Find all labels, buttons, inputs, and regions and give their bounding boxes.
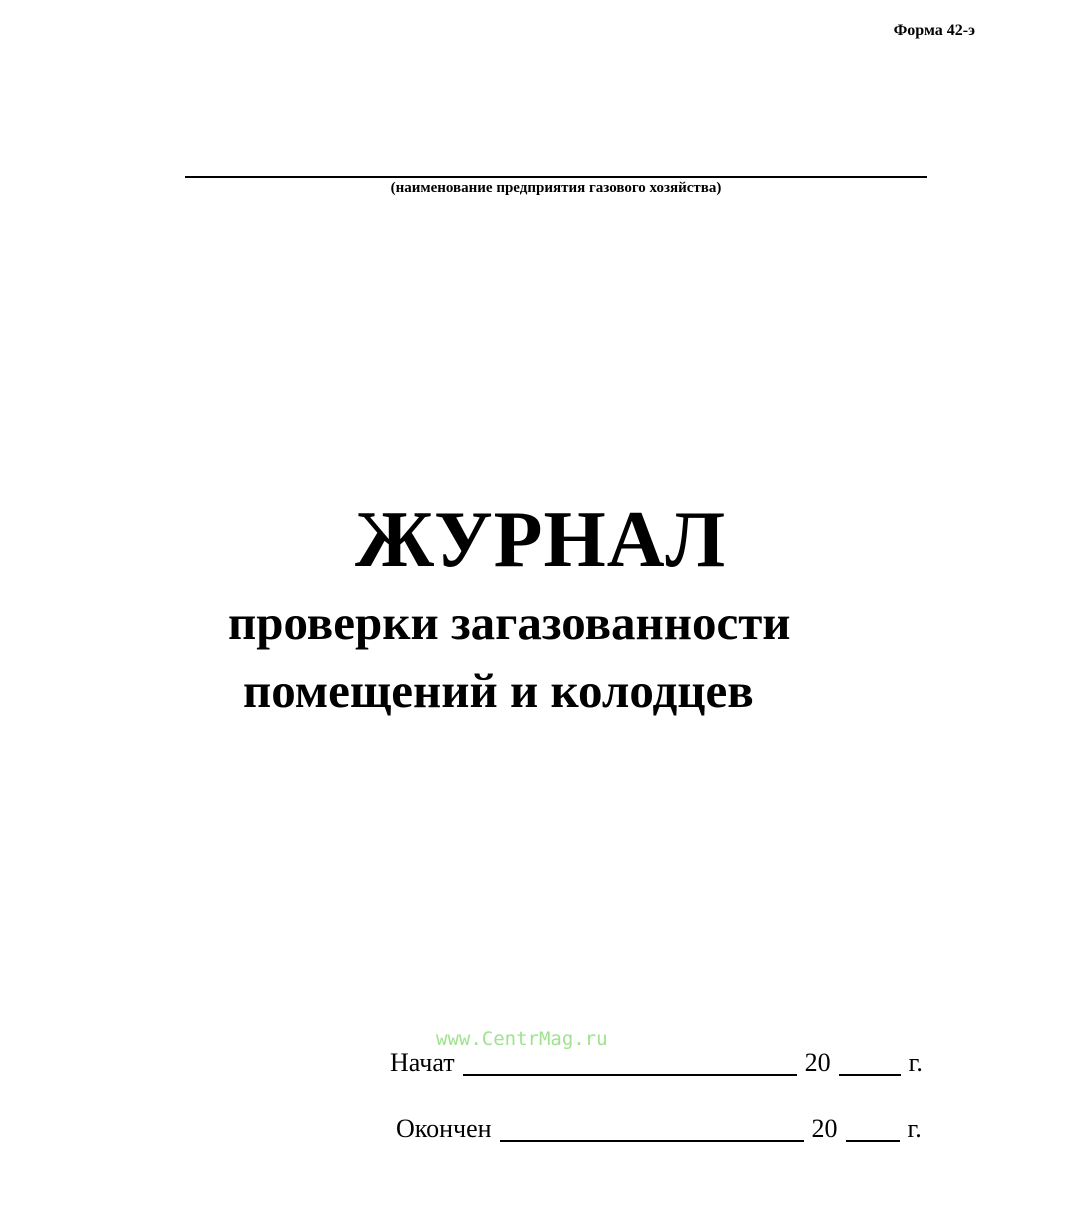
finished-date-blank <box>500 1118 804 1142</box>
finished-year-blank <box>846 1118 900 1142</box>
journal-subtitle-line-2: помещений и колодцев <box>243 663 754 718</box>
started-year-prefix: 20 <box>804 1048 831 1077</box>
finished-date-row <box>396 1116 922 1142</box>
started-year-suffix: г. <box>908 1048 923 1077</box>
started-date-blank <box>463 1052 797 1076</box>
journal-subtitle-line-1: проверки загазованности <box>228 595 791 650</box>
organization-caption: (наименование предприятия газового хозяйства) <box>390 180 722 196</box>
organization-name-line <box>185 176 927 178</box>
started-label: Начат <box>390 1048 455 1077</box>
finished-label: Окончен <box>396 1114 492 1143</box>
site-watermark: www.CentrMag.ru <box>436 1028 608 1050</box>
finished-year-prefix: 20 <box>811 1114 838 1143</box>
journal-title: ЖУРНАЛ <box>355 496 727 584</box>
started-date-row <box>390 1050 923 1076</box>
form-number: Форма 42-э <box>893 22 975 39</box>
started-year-blank <box>839 1052 901 1076</box>
finished-year-suffix: г. <box>907 1114 922 1143</box>
